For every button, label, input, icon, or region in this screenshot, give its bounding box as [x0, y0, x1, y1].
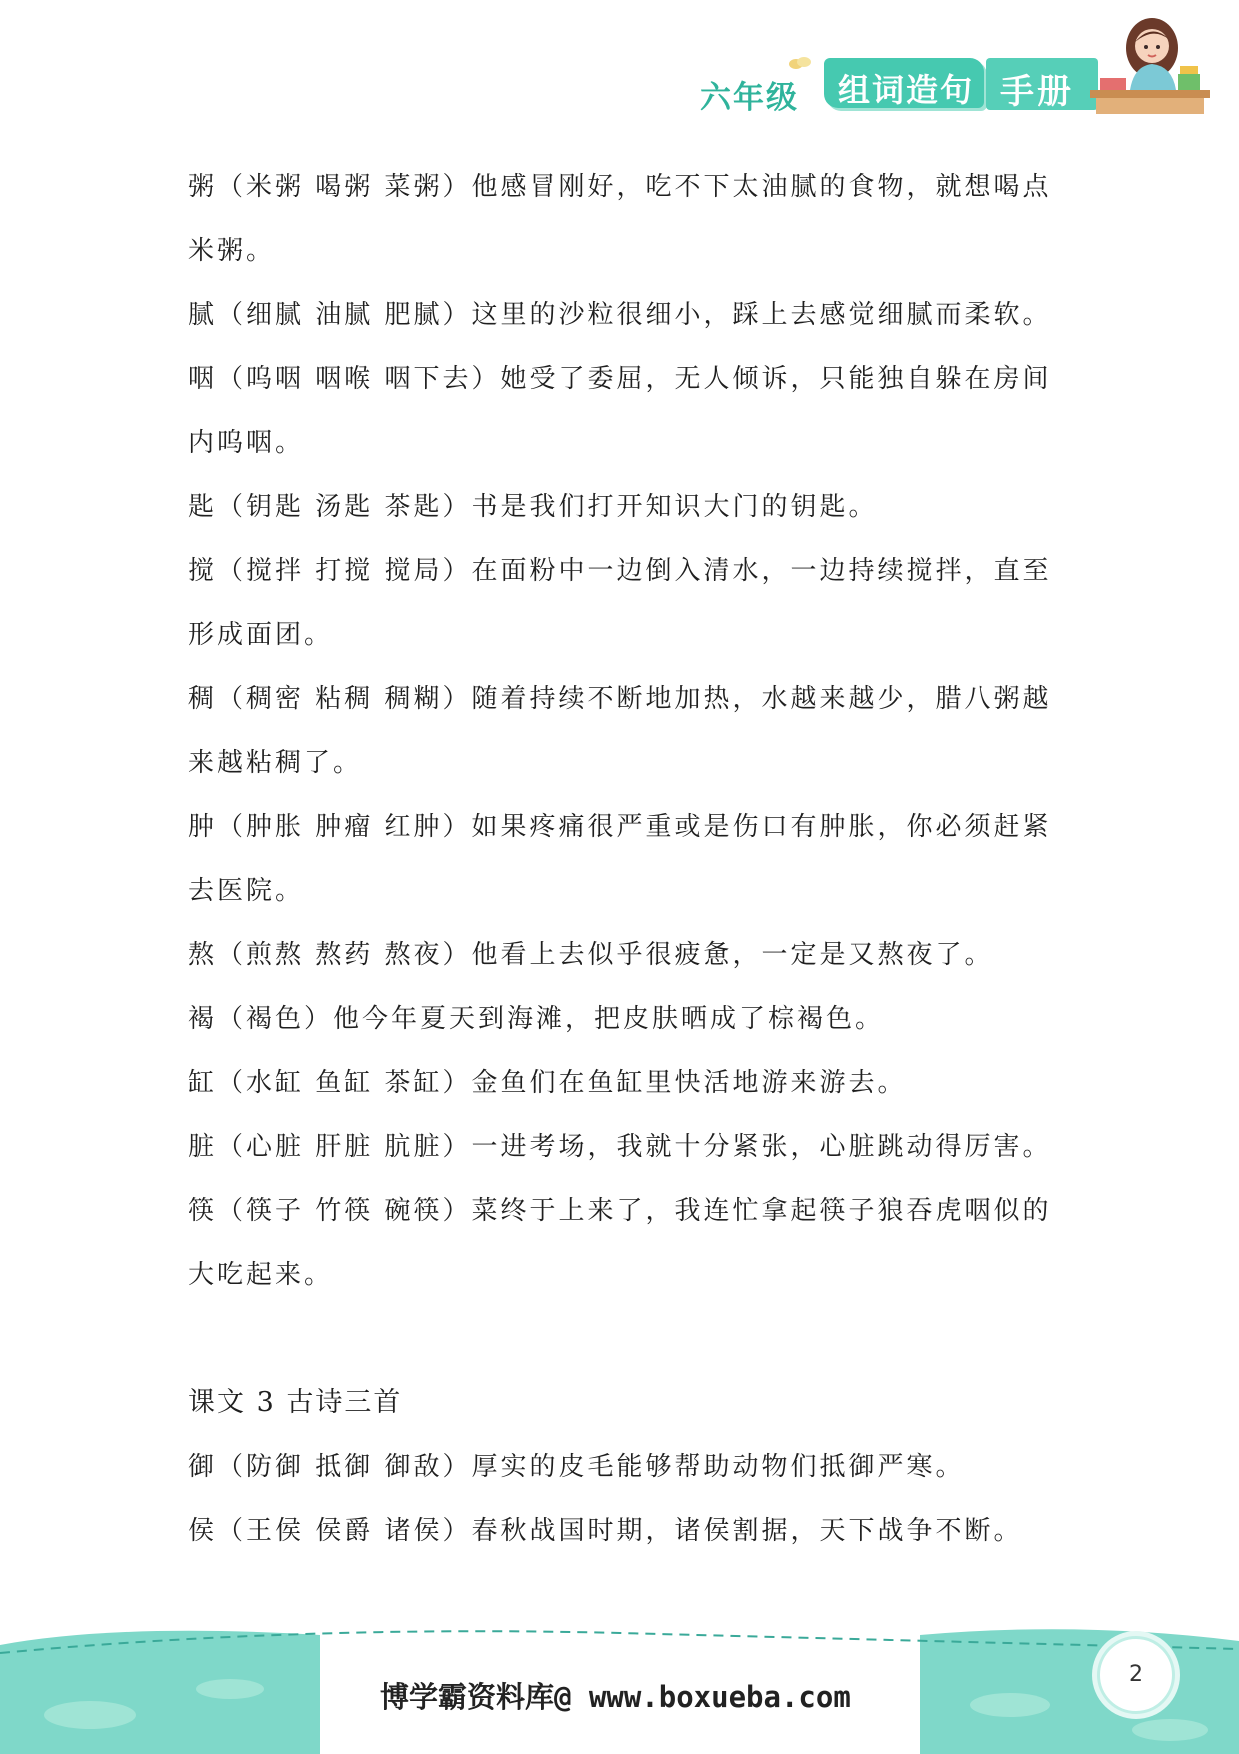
book-title: 组词造句 [838, 71, 975, 109]
word-entry: 匙（钥匙 汤匙 茶匙）书是我们打开知识大门的钥匙。 [188, 492, 878, 522]
word-entry: 褐（褐色）他今年夏天到海滩，把皮肤晒成了棕褐色。 [188, 1004, 885, 1034]
grade-label: 六年级 [700, 80, 799, 116]
page-header [0, 0, 1239, 130]
word-entry: 稠（稠密 粘稠 稠糊）随着持续不断地加热，水越来越少，腊八粥越来越粘稠了。 [188, 684, 1052, 778]
word-entry: 咽（呜咽 咽喉 咽下去）她受了委屈，无人倾诉，只能独自躲在房间内呜咽。 [188, 364, 1052, 458]
sprout-icon [788, 54, 812, 74]
word-entry: 脏（心脏 肝脏 肮脏）一进考场，我就十分紧张，心脏跳动得厉害。 [188, 1132, 1052, 1162]
book-title-tag [824, 58, 984, 108]
word-entry: 粥（米粥 喝粥 菜粥）他感冒刚好，吃不下太油腻的食物，就想喝点米粥。 [188, 172, 1052, 266]
word-entry: 熬（煎熬 熬药 熬夜）他看上去似乎很疲惫，一定是又熬夜了。 [188, 940, 994, 970]
word-entry: 搅（搅拌 打搅 搅局）在面粉中一边倒入清水，一边持续搅拌，直至形成面团。 [188, 556, 1052, 650]
page-number: 2 [1129, 1662, 1143, 1687]
page-number-badge [1097, 1636, 1175, 1714]
word-entry: 侯（王侯 侯爵 诸侯）春秋战国时期，诸侯割据，天下战争不断。 [188, 1516, 1023, 1546]
section-title: 课文 3 古诗三首 [188, 1387, 403, 1418]
word-entry: 缸（水缸 鱼缸 茶缸）金鱼们在鱼缸里快活地游来游去。 [188, 1068, 907, 1098]
watermark-text: 博学霸资料库@ www.boxueba.com [380, 1680, 851, 1714]
book-suffix: 手册 [1000, 72, 1074, 112]
mascot-girl-icon [1090, 14, 1210, 114]
word-entry: 筷（筷子 竹筷 碗筷）菜终于上来了，我连忙拿起筷子狼吞虎咽似的大吃起来。 [188, 1196, 1052, 1290]
word-entry: 腻（细腻 油腻 肥腻）这里的沙粒很细小，踩上去感觉细腻而柔软。 [188, 300, 1052, 330]
word-entry: 肿（肿胀 肿瘤 红肿）如果疼痛很严重或是伤口有肿胀，你必须赶紧去医院。 [188, 812, 1052, 906]
word-entry: 御（防御 抵御 御敌）厚实的皮毛能够帮助动物们抵御严寒。 [188, 1452, 965, 1482]
book-suffix-tag [986, 58, 1098, 110]
content-body [188, 155, 1068, 1563]
